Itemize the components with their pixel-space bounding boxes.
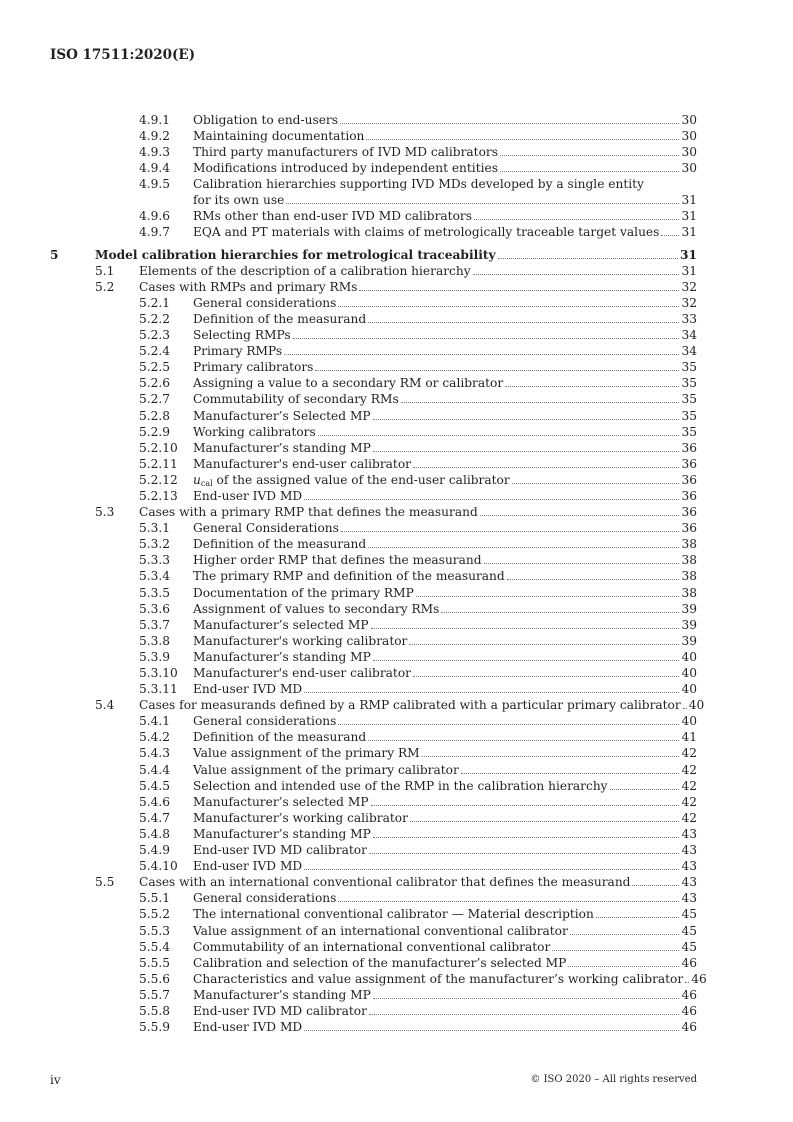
toc-entry[interactable]: [0, 665, 793, 681]
toc-entry-title: Definition of the measurand: [193, 311, 367, 326]
toc-entry-page: 46: [691, 971, 707, 986]
toc-dot-leader: [359, 279, 679, 291]
toc-entry[interactable]: [0, 408, 793, 424]
toc-entry-page: 31: [681, 263, 697, 278]
toc-entry-page: 38: [681, 585, 697, 600]
toc-entry-number: 5.2.9: [139, 424, 171, 439]
toc-entry-title: Documentation of the primary RMP: [193, 585, 414, 600]
toc-entry-page: 36: [681, 472, 697, 487]
toc-entry[interactable]: [0, 295, 793, 311]
toc-entry-number: 5.4.10: [139, 859, 178, 874]
toc-entry-number: 5.4: [95, 698, 115, 713]
toc-entry-page: 33: [681, 311, 697, 326]
toc-entry-page: 39: [681, 633, 697, 648]
toc-entry-page: 46: [681, 1020, 697, 1035]
toc-entry-page: 35: [681, 424, 697, 439]
toc-entry[interactable]: [0, 955, 793, 971]
toc-entry-number: 5.5.5: [139, 955, 171, 970]
toc-entry-number: 5.5.6: [139, 971, 171, 986]
toc-entry-page: 46: [681, 987, 697, 1002]
toc-dot-leader: [474, 208, 679, 220]
toc-dot-leader: [371, 794, 680, 806]
toc-entry-page: 36: [681, 505, 697, 520]
toc-entry-title: Selecting RMPs: [193, 328, 291, 343]
toc-dot-leader: [413, 456, 680, 468]
toc-entry[interactable]: [0, 568, 793, 584]
toc-entry-title-text: of the assigned value of the end-user calibrator: [212, 472, 510, 487]
toc-dot-leader: [293, 327, 680, 339]
toc-dot-leader: [500, 160, 680, 172]
toc-entry[interactable]: [0, 729, 793, 745]
toc-entry-number: 5.4.7: [139, 810, 171, 825]
toc-dot-leader: [368, 729, 679, 741]
toc-entry-title: Manufacturer’s selected MP: [193, 617, 369, 632]
toc-entry-page: 35: [681, 392, 697, 407]
toc-entry-page: 38: [681, 569, 697, 584]
toc-entry-page: 46: [681, 1003, 697, 1018]
toc-dot-leader: [683, 697, 687, 709]
toc-dot-leader: [473, 263, 680, 275]
toc-entry-title: Definition of the measurand: [193, 537, 367, 552]
toc-entry[interactable]: [0, 440, 793, 456]
toc-entry-page: 30: [681, 145, 697, 160]
toc-dot-leader: [484, 552, 680, 564]
toc-entry-number: 4.9.6: [139, 209, 171, 224]
toc-entry-page: 43: [681, 826, 697, 841]
toc-dot-leader: [512, 472, 680, 484]
toc-entry[interactable]: [0, 939, 793, 955]
toc-entry-title: General considerations: [193, 714, 337, 729]
toc-entry[interactable]: [0, 745, 793, 761]
toc-entry-title: End-user IVD MD: [193, 682, 303, 697]
toc-entry[interactable]: [0, 842, 793, 858]
toc-entry-number: 5.4.5: [139, 778, 171, 793]
toc-entry[interactable]: [0, 536, 793, 552]
toc-entry[interactable]: [0, 327, 793, 343]
toc-dot-leader: [304, 681, 679, 693]
toc-entry[interactable]: [0, 520, 793, 536]
toc-entry[interactable]: [0, 552, 793, 568]
toc-entry-number: 5.5.4: [139, 939, 171, 954]
toc-entry-title: End-user IVD MD: [193, 859, 303, 874]
toc-entry[interactable]: [0, 1003, 793, 1019]
toc-entry-number: 5.5.2: [139, 907, 171, 922]
toc-entry-title: Selection and intended use of the RMP in the calibration hierarchy: [193, 778, 608, 793]
toc-entry-title: Commutability of secondary RMs: [193, 392, 399, 407]
toc-dot-leader: [661, 224, 679, 236]
toc-entry-number: 5.2.12: [139, 472, 178, 487]
toc-entry-page: 45: [681, 923, 697, 938]
toc-dot-leader: [413, 665, 680, 677]
toc-entry[interactable]: [0, 504, 793, 520]
toc-dot-leader: [338, 890, 679, 902]
toc-dot-leader: [498, 247, 678, 259]
toc-entry-number: 5.3.10: [139, 666, 178, 680]
toc-entry-title: Value assignment of an international conventional calibrator: [193, 923, 568, 938]
toc-entry-page: 45: [681, 939, 697, 954]
toc-entry-title: Value assignment of the primary RM: [193, 746, 420, 761]
toc-entry-title: Primary calibrators: [193, 360, 314, 375]
toc-entry-number: 5.5.1: [139, 891, 171, 906]
toc-entry[interactable]: [0, 488, 793, 504]
toc-entry[interactable]: [0, 971, 793, 987]
toc-entry-title: Cases for measurands defined by a RMP calibrated with a particular primary calibrator: [139, 698, 681, 713]
toc-entry-number: 5.5.8: [139, 1003, 171, 1018]
toc-entry-number: 5.2.1: [139, 295, 171, 310]
toc-entry-page: 31: [681, 209, 697, 224]
toc-entry[interactable]: [0, 247, 793, 263]
toc-dot-leader: [568, 955, 679, 967]
toc-entry[interactable]: [0, 359, 793, 375]
toc-entry[interactable]: [0, 1019, 793, 1035]
toc-entry-page: 36: [681, 521, 697, 536]
toc-dot-leader: [505, 375, 679, 387]
toc-entry-title: Elements of the description of a calibration hierarchy: [139, 263, 471, 278]
toc-entry-page: 40: [681, 682, 697, 697]
toc-entry-title: Modifications introduced by independent entities: [193, 161, 498, 176]
toc-entry-page: 42: [681, 746, 697, 761]
toc-entry-title: Maintaining documentation: [193, 129, 365, 144]
toc-dot-leader: [369, 1003, 680, 1015]
toc-entry-number: 5.5.7: [139, 987, 171, 1002]
toc-entry-page: 40: [681, 714, 697, 729]
toc-entry[interactable]: [0, 176, 793, 208]
toc-entry-number: 5.4.2: [139, 730, 171, 745]
toc-entry-title: Manufacturer's end-user calibrator: [193, 456, 411, 471]
toc-dot-leader: [441, 601, 679, 613]
toc-entry-number: 5.2: [95, 279, 115, 294]
toc-entry-title: General considerations: [193, 295, 337, 310]
toc-entry-page: 30: [681, 113, 697, 127]
toc-entry-page: 42: [681, 810, 697, 825]
toc-dot-leader: [304, 488, 679, 500]
toc-entry-title: Primary RMPs: [193, 344, 283, 359]
toc-entry-number: 5.3.7: [139, 617, 171, 632]
toc-dot-leader: [570, 923, 680, 935]
toc-entry-title: Manufacturer’s working calibrator: [193, 810, 408, 825]
toc-entry-title: Obligation to end-users: [193, 113, 339, 127]
toc-entry-number: 5.3.4: [139, 569, 171, 584]
toc-entry-title: Manufacturer's working calibrator: [193, 633, 408, 648]
toc-entry-number: 5.4.4: [139, 762, 171, 777]
toc-dot-leader: [315, 359, 679, 371]
toc-entry-page: 36: [681, 440, 697, 455]
toc-entry[interactable]: [0, 890, 793, 906]
toc-entry[interactable]: [0, 585, 793, 601]
toc-entry-page: 43: [681, 859, 697, 874]
toc-entry-page: 31: [681, 225, 697, 240]
toc-entry-number: 4.9.7: [139, 225, 171, 240]
toc-entry-number: 5.4.9: [139, 843, 171, 858]
toc-dot-leader: [369, 842, 680, 854]
toc-entry-number: 4.9.3: [139, 145, 171, 160]
toc-dot-leader: [409, 633, 679, 645]
toc-entry-title: The primary RMP and definition of the measurand: [193, 569, 505, 584]
toc-entry-page: 42: [681, 778, 697, 793]
toc-entry[interactable]: [0, 472, 793, 488]
toc-dot-leader: [401, 391, 680, 403]
toc-entry[interactable]: [0, 112, 793, 128]
toc-entry-symbol: u: [193, 472, 201, 487]
toc-dot-leader: [552, 939, 679, 951]
toc-dot-leader: [480, 504, 680, 516]
toc-entry-number: 4.9.1: [139, 113, 171, 127]
toc-entry-page: 30: [681, 161, 697, 176]
toc-entry-title: Manufacturer’s standing MP: [193, 649, 371, 664]
toc-entry[interactable]: [0, 906, 793, 922]
toc-dot-leader: [410, 810, 680, 822]
toc-entry[interactable]: [0, 987, 793, 1003]
toc-entry-title: Manufacturer’s standing MP: [193, 826, 371, 841]
toc-entry-title: Manufacturer's end-user calibrator: [193, 666, 411, 680]
toc-entry-title: Working calibrators: [193, 424, 316, 439]
copyright-notice: © ISO 2020 – All rights reserved: [530, 1074, 697, 1085]
toc-entry-title: Calibration and selection of the manufacturer’s selected MP: [193, 955, 567, 970]
toc-entry-number: 5.2.6: [139, 376, 171, 391]
toc-entry-title: Calibration hierarchies supporting IVD MDs developed by a single entity: [193, 177, 644, 192]
toc-dot-leader: [304, 858, 679, 870]
toc-entry-page: 46: [681, 955, 697, 970]
toc-entry-number: 5.2.7: [139, 392, 171, 407]
toc-entry-page: 42: [681, 794, 697, 809]
toc-dot-leader: [338, 713, 679, 725]
toc-entry-number: 5.4.1: [139, 714, 171, 729]
toc-entry-number: 5.2.5: [139, 360, 171, 375]
toc-entry-page: 45: [681, 907, 697, 922]
toc-entry-title: Higher order RMP that defines the measurand: [193, 553, 482, 568]
toc-entry[interactable]: [0, 858, 793, 874]
toc-entry-page: 35: [681, 360, 697, 375]
toc-dot-leader: [373, 440, 680, 452]
toc-entry-page: 32: [681, 295, 697, 310]
toc-entry-title: Third party manufacturers of IVD MD calibrators: [193, 145, 498, 160]
toc-entry-title: The international conventional calibrator — Material description: [193, 907, 594, 922]
toc-entry[interactable]: [0, 224, 793, 240]
toc-entry-number: 5.3.8: [139, 633, 171, 648]
toc-entry-title: Cases with a primary RMP that defines the measurand: [139, 505, 478, 520]
toc-entry[interactable]: [0, 311, 793, 327]
toc-entry-page: 35: [681, 408, 697, 423]
toc-dot-leader: [685, 971, 689, 983]
toc-entry-number: 5.2.8: [139, 408, 171, 423]
toc-dot-leader: [338, 295, 679, 307]
toc-entry[interactable]: [0, 263, 793, 279]
toc-entry-page: 43: [681, 891, 697, 906]
toc-entry-page: 32: [681, 279, 697, 294]
toc-entry-page: 39: [681, 617, 697, 632]
toc-entry-number: 4.9.2: [139, 129, 171, 144]
toc-entry-number: 5.2.4: [139, 344, 171, 359]
toc-entry-title: Commutability of an international conventional calibrator: [193, 939, 551, 954]
toc-dot-leader: [340, 112, 679, 124]
toc-entry[interactable]: [0, 874, 793, 890]
toc-entry-title: End-user IVD MD: [193, 488, 303, 503]
toc-dot-leader: [610, 778, 680, 790]
toc-dot-leader: [500, 144, 679, 156]
toc-entry[interactable]: [0, 208, 793, 224]
toc-dot-leader: [368, 311, 679, 323]
toc-dot-leader: [422, 745, 680, 757]
toc-entry-page: 38: [681, 537, 697, 552]
toc-dot-leader: [368, 536, 679, 548]
toc-dot-leader: [632, 874, 679, 886]
toc-entry[interactable]: [0, 601, 793, 617]
toc-entry[interactable]: [0, 697, 793, 713]
toc-entry[interactable]: [0, 681, 793, 697]
toc-entry-title: Value assignment of the primary calibrator: [193, 762, 459, 777]
toc-entry[interactable]: [0, 128, 793, 144]
toc-entry-page: 43: [681, 843, 697, 858]
toc-entry-number: 5.3.11: [139, 682, 178, 697]
toc-entry-number: 5.3.9: [139, 649, 171, 664]
toc-entry[interactable]: [0, 343, 793, 359]
toc-entry-number: 5.3.5: [139, 585, 171, 600]
toc-entry-title: General considerations: [193, 891, 337, 906]
toc-dot-leader: [304, 1019, 679, 1031]
toc-entry-number: 5.3.6: [139, 601, 171, 616]
toc-entry-number: 5.2.13: [139, 488, 178, 503]
toc-entry-page: 34: [681, 344, 697, 359]
toc-entry-number: 5.4.8: [139, 826, 171, 841]
toc-entry-page: 42: [681, 762, 697, 777]
toc-entry[interactable]: [0, 810, 793, 826]
toc-entry-title: Manufacturer’s standing MP: [193, 987, 371, 1002]
toc-dot-leader: [373, 408, 680, 420]
toc-entry-title: End-user IVD MD: [193, 1020, 303, 1035]
toc-entry-title: Cases with RMPs and primary RMs: [139, 279, 358, 294]
toc-entry-number: 5.2.3: [139, 328, 171, 343]
toc-entry-number: 5.2.2: [139, 311, 171, 326]
toc-entry-number: 4.9.5: [139, 177, 171, 192]
toc-dot-leader: [596, 906, 680, 918]
toc-entry-title: Manufacturer’s standing MP: [193, 440, 371, 455]
toc-entry[interactable]: [0, 778, 793, 794]
toc-entry-page: 38: [681, 553, 697, 568]
toc-dot-leader: [461, 762, 680, 774]
toc-entry[interactable]: [0, 160, 793, 176]
toc-entry-number: 5.2.10: [139, 440, 178, 455]
toc-entry[interactable]: [0, 649, 793, 665]
toc-entry-page: 40: [681, 666, 697, 680]
toc-dot-leader: [373, 826, 680, 838]
toc-entry-page: 35: [681, 376, 697, 391]
toc-entry-number: 5.5: [95, 875, 115, 890]
toc-entry-number: 5.1: [95, 263, 115, 278]
toc-entry-number: 5.2.11: [139, 456, 178, 471]
toc-entry[interactable]: [0, 762, 793, 778]
toc-entry-number: 5.3: [95, 505, 115, 520]
table-of-contents: [0, 112, 793, 1035]
toc-entry[interactable]: [0, 617, 793, 633]
toc-dot-leader: [341, 520, 680, 532]
toc-entry-title: End-user IVD MD calibrator: [193, 1003, 367, 1018]
toc-entry-page: 43: [681, 875, 697, 890]
toc-entry-number: 5.3.3: [139, 553, 171, 568]
toc-entry-page: 30: [681, 129, 697, 144]
toc-entry[interactable]: [0, 279, 793, 295]
toc-dot-leader: [416, 585, 680, 597]
toc-dot-leader: [373, 987, 680, 999]
toc-entry[interactable]: [0, 633, 793, 649]
toc-entry[interactable]: [0, 923, 793, 939]
document-id-header: ISO 17511:2020(E): [50, 47, 196, 63]
toc-entry[interactable]: [0, 375, 793, 391]
toc-entry-title: Model calibration hierarchies for metrological traceability: [95, 247, 496, 262]
toc-entry-page: 36: [681, 488, 697, 503]
toc-entry-title: Definition of the measurand: [193, 730, 367, 745]
toc-entry-title: EQA and PT materials with claims of metrologically traceable target values: [193, 225, 660, 240]
toc-dot-leader: [366, 128, 679, 140]
toc-dot-leader: [373, 649, 680, 661]
toc-entry-title: Cases with an international conventional calibrator that defines the measurand: [139, 875, 631, 890]
toc-entry-page: 39: [681, 601, 697, 616]
toc-entry[interactable]: [0, 144, 793, 160]
toc-entry-title: Manufacturer’s Selected MP: [193, 408, 371, 423]
toc-dot-leader: [318, 424, 680, 436]
toc-entry-page: 31: [680, 247, 697, 262]
toc-entry-title: Characteristics and value assignment of the manufacturer’s working calibrator: [193, 971, 684, 986]
toc-entry-number: 5.5.9: [139, 1020, 171, 1035]
toc-entry-title: Assigning a value to a secondary RM or calibrator: [193, 376, 504, 391]
toc-entry[interactable]: [0, 456, 793, 472]
page-number-label: iv: [50, 1073, 61, 1087]
toc-dot-leader: [371, 617, 680, 629]
toc-entry-title: General Considerations: [193, 521, 339, 536]
toc-entry-number: 5: [50, 247, 59, 262]
toc-entry-page: 34: [681, 328, 697, 343]
toc-entry-title: Assignment of values to secondary RMs: [193, 601, 440, 616]
toc-entry[interactable]: [0, 391, 793, 407]
toc-entry-number: 5.4.6: [139, 794, 171, 809]
toc-dot-leader: [507, 568, 680, 580]
toc-entry-title: End-user IVD MD calibrator: [193, 843, 367, 858]
toc-entry-number: 5.5.3: [139, 923, 171, 938]
toc-entry-number: 5.3.1: [139, 521, 171, 536]
toc-entry[interactable]: [0, 713, 793, 729]
toc-entry-number: 5.3.2: [139, 537, 171, 552]
toc-entry-title-continuation: for its own use: [193, 193, 285, 208]
toc-dot-leader: [284, 343, 679, 355]
toc-entry[interactable]: [0, 826, 793, 842]
toc-entry-page: 40: [681, 649, 697, 664]
toc-entry-number: 5.4.3: [139, 746, 171, 761]
toc-dot-leader: [286, 192, 679, 204]
toc-entry-title: Manufacturer’s selected MP: [193, 794, 369, 809]
toc-entry-page: 31: [681, 193, 697, 208]
toc-entry[interactable]: [0, 794, 793, 810]
toc-entry-page: 40: [688, 698, 705, 713]
toc-entry[interactable]: [0, 424, 793, 440]
toc-entry-title: RMs other than end-user IVD MD calibrators: [193, 209, 472, 224]
toc-entry-number: 4.9.4: [139, 161, 171, 176]
toc-entry-symbol-subscript: cal: [200, 478, 213, 488]
toc-entry-page: 41: [681, 730, 697, 745]
toc-entry-page: 36: [681, 456, 697, 471]
